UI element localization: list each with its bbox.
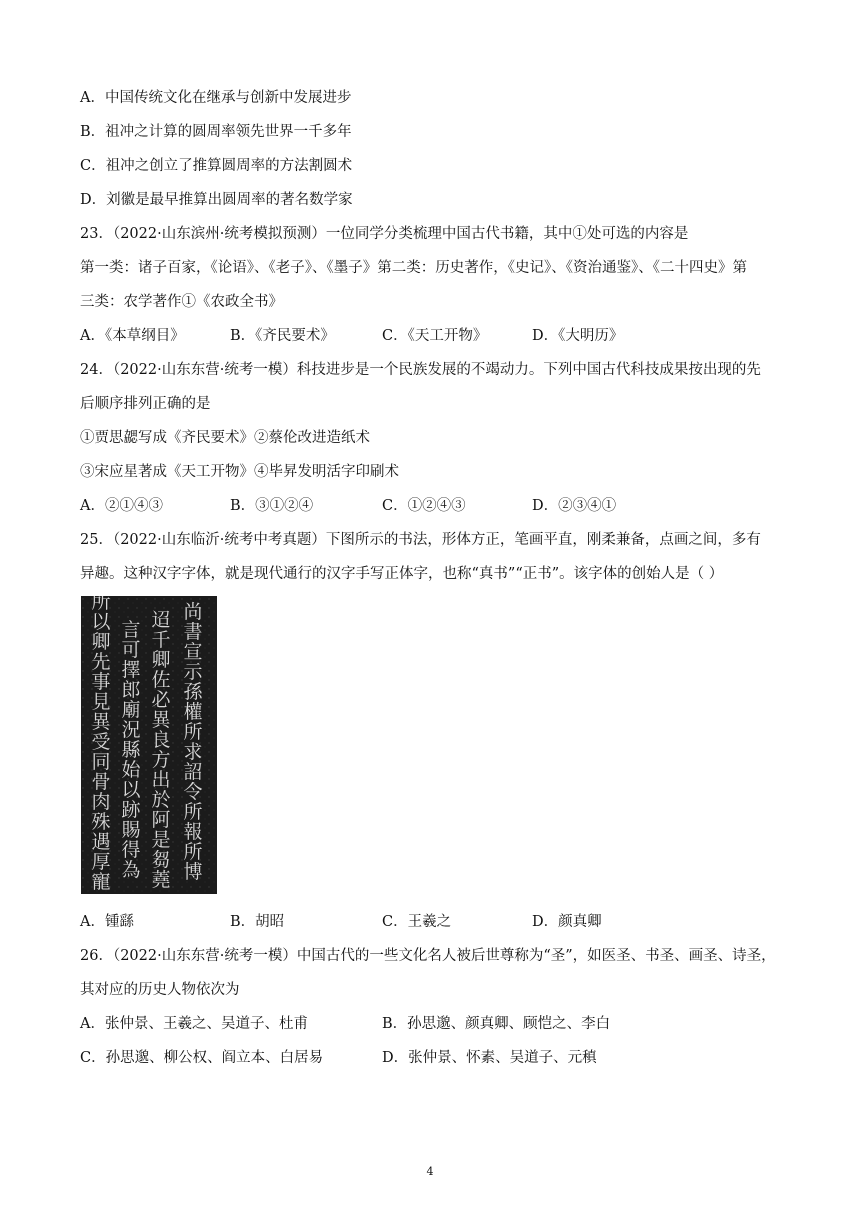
q22-option-b: B．祖冲之计算的圆周率领先世界一千多年 [80,124,352,140]
q23-option-b: B．《齐民要术》 [230,328,335,344]
calligraphy-character: 肉 [91,791,111,813]
q24-options [80,496,800,516]
page-number: 4 [426,1165,434,1178]
q23-line3: 三类：农学著作①《农政全书》 [80,294,283,310]
calligraphy-character: 以 [121,779,141,801]
calligraphy-character: 異 [151,709,171,731]
calligraphy-character: 跡 [121,799,141,821]
calligraphy-character: 必 [151,689,171,711]
calligraphy-character: 骨 [91,771,111,793]
q26-options-row2 [80,1048,800,1068]
q23-option-d: D．《大明历》 [532,328,624,344]
q24-item1: ①贾思勰写成《齐民要术》②蔡伦改进造纸术 [80,430,370,446]
q26-option-d: D．张仲景、怀素、吴道子、元稹 [382,1050,597,1066]
calligraphy-column [91,596,111,893]
calligraphy-character: 始 [121,759,141,781]
calligraphy-character: 所 [91,596,111,613]
calligraphy-character: 得 [121,839,141,861]
calligraphy-character: 所 [183,801,203,823]
calligraphy-character: 受 [91,731,111,753]
q24-option-a: A．②①④③ [80,498,163,514]
calligraphy-character: 遇 [91,831,111,853]
calligraphy-character: 蕘 [151,869,171,891]
calligraphy-character: 同 [91,751,111,773]
q23-option-c: C．《天工开物》 [382,328,488,344]
q22-option-c: C．祖冲之创立了推算圆周率的方法割圆术 [80,158,353,174]
calligraphy-character: 郎 [121,679,141,701]
calligraphy-character: 示 [183,661,203,683]
q25-option-c: C．王羲之 [382,914,452,930]
q23-options [80,326,800,346]
q22-option-d: D．刘徽是最早推算出圆周率的著名数学家 [80,192,353,208]
q24-option-c: C．①②④③ [382,498,466,514]
q26-options-row1 [80,1014,800,1034]
calligraphy-character: 所 [183,721,203,743]
calligraphy-character: 縣 [121,739,141,761]
calligraphy-character: 千 [151,629,171,651]
calligraphy-character: 為 [121,859,141,881]
calligraphy-character: 先 [91,651,111,673]
q24-item2: ③宋应星著成《天工开物》④毕昇发明活字印刷术 [80,464,399,480]
calligraphy-character: 阿 [151,809,171,831]
calligraphy-character: 寵 [91,871,111,893]
calligraphy-rubbing-svg [81,596,217,894]
calligraphy-character: 博 [183,861,203,883]
q25-line2: 异趣。这种汉字字体，就是现代通行的汉字手写正体字，也称“真书”“正书”。该字体的创始人是（ ） [80,566,724,582]
q24-stem: 24．（2022·山东东营·统考一模）科技进步是一个民族发展的不竭动力。下列中国古代科技成果按出现的先 [80,362,761,378]
q22-option-a: A．中国传统文化在继承与创新中发展进步 [80,90,352,106]
calligraphy-character: 宣 [183,641,203,663]
q24-option-b: B．③①②④ [230,498,314,514]
q25-options [80,912,800,932]
calligraphy-character: 事 [91,671,111,693]
calligraphy-character: 芻 [151,849,171,871]
calligraphy-column [121,619,141,881]
calligraphy-character: 方 [151,749,171,771]
q23-line2: 第一类：诸子百家，《论语》、《老子》、《墨子》第二类：历史著作，《史记》、《资治通鉴》、《二十四史》第 [80,260,747,276]
q25-stem: 25．（2022·山东临沂·统考中考真题）下图所示的书法，形体方正，笔画平直，刚柔兼备，点画之间，多有 [80,532,761,548]
q23-stem: 23．（2022·山东滨州·统考模拟预测）一位同学分类梳理中国古代书籍，其中①处可选的内容是 [80,226,689,242]
calligraphy-character: 令 [183,781,203,803]
calligraphy-character: 佐 [151,669,171,691]
q24-line2: 后顺序排列正确的是 [80,396,211,412]
q26-option-c: C．孙思邈、柳公权、阎立本、白居易 [80,1050,324,1066]
calligraphy-character: 權 [183,701,203,723]
calligraphy-column [151,609,171,891]
calligraphy-character: 迢 [151,609,171,631]
calligraphy-character: 厚 [91,851,111,873]
calligraphy-character: 卿 [91,631,111,653]
q25-option-b: B．胡昭 [230,914,285,930]
calligraphy-character: 書 [183,621,203,643]
q26-option-a: A．张仲景、王羲之、吴道子、杜甫 [80,1016,308,1032]
calligraphy-character: 殊 [91,811,111,833]
q25-option-a: A．锺繇 [80,914,134,930]
calligraphy-column [183,601,203,883]
q23-option-a: A．《本草纲目》 [80,328,185,344]
q25-option-d: D．颜真卿 [532,914,602,930]
calligraphy-character: 擇 [121,659,141,681]
calligraphy-character: 良 [151,729,171,751]
q26-option-b: B．孙思邈、颜真卿、顾恺之、李白 [382,1016,611,1032]
q26-stem: 26．（2022·山东东营·统考一模）中国古代的一些文化名人被后世尊称为“圣”，如医圣、书圣、画圣、诗圣， [80,948,776,964]
calligraphy-character: 異 [91,711,111,733]
calligraphy-character: 可 [121,639,141,661]
calligraphy-character: 見 [91,691,111,713]
calligraphy-character: 於 [151,789,171,811]
calligraphy-character: 卿 [151,649,171,671]
calligraphy-character: 言 [121,619,141,641]
q26-line2: 其对应的历史人物依次为 [80,982,240,998]
calligraphy-character: 報 [183,821,203,843]
calligraphy-character: 所 [183,841,203,863]
calligraphy-character: 況 [121,719,141,741]
calligraphy-character: 詔 [183,761,203,783]
calligraphy-character: 是 [151,829,171,851]
calligraphy-character: 尚 [183,601,203,623]
calligraphy-character: 求 [183,741,203,763]
calligraphy-character: 廟 [121,699,141,721]
calligraphy-character: 賜 [121,819,141,841]
calligraphy-character: 出 [151,769,171,791]
calligraphy-character: 以 [91,611,111,633]
calligraphy-character: 孫 [183,681,203,703]
q24-option-d: D．②③④① [532,498,617,514]
calligraphy-rubbing-image [81,596,217,894]
